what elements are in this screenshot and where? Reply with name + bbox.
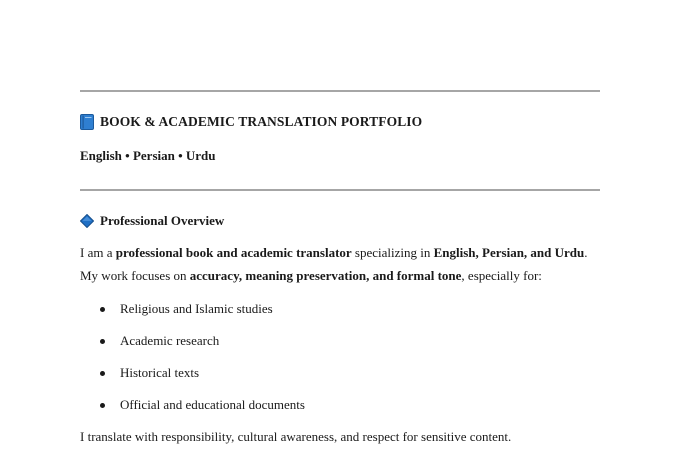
diamond-icon (80, 214, 94, 228)
bullet-icon (100, 371, 105, 376)
page-title: BOOK & ACADEMIC TRANSLATION PORTFOLIO (100, 114, 423, 129)
emphasis-languages: English, Persian, and Urdu (433, 245, 585, 260)
section-heading-row (80, 212, 224, 230)
emphasis-role: professional book and academic translator (115, 245, 352, 260)
focus-paragraph: My work focuses on accuracy, meaning preservation, and formal tone, especially for: (80, 268, 542, 283)
divider-top (80, 90, 600, 92)
bullet-icon (100, 339, 105, 344)
bullet-icon (100, 403, 105, 408)
book-icon (80, 114, 94, 130)
bullet-icon (100, 307, 105, 312)
document-page: BOOK & ACADEMIC TRANSLATION PORTFOLIO English • Persian • Urdu Professional Overview I am a professional book and academic translator specializing in English, Persian, and Urdu. My work focuses on accuracy, meaning preservation, and formal tone, especially for: Religious and Islamic studies Academic research Historical texts Official and educational documents I translate with responsibility, cultural awareness, and respect for sensitive content. (80, 0, 600, 459)
emphasis-focus: accuracy, meaning preservation, and formal tone (189, 268, 462, 283)
section-heading: Professional Overview (100, 213, 225, 228)
languages-line: English • Persian • Urdu (80, 148, 216, 163)
title-row (80, 113, 422, 131)
closing-paragraph: I translate with responsibility, cultural awareness, and respect for sensitive content. (80, 429, 512, 444)
intro-paragraph: I am a professional book and academic translator specializing in English, Persian, and Urdu. (80, 245, 588, 260)
divider-middle (80, 189, 600, 191)
